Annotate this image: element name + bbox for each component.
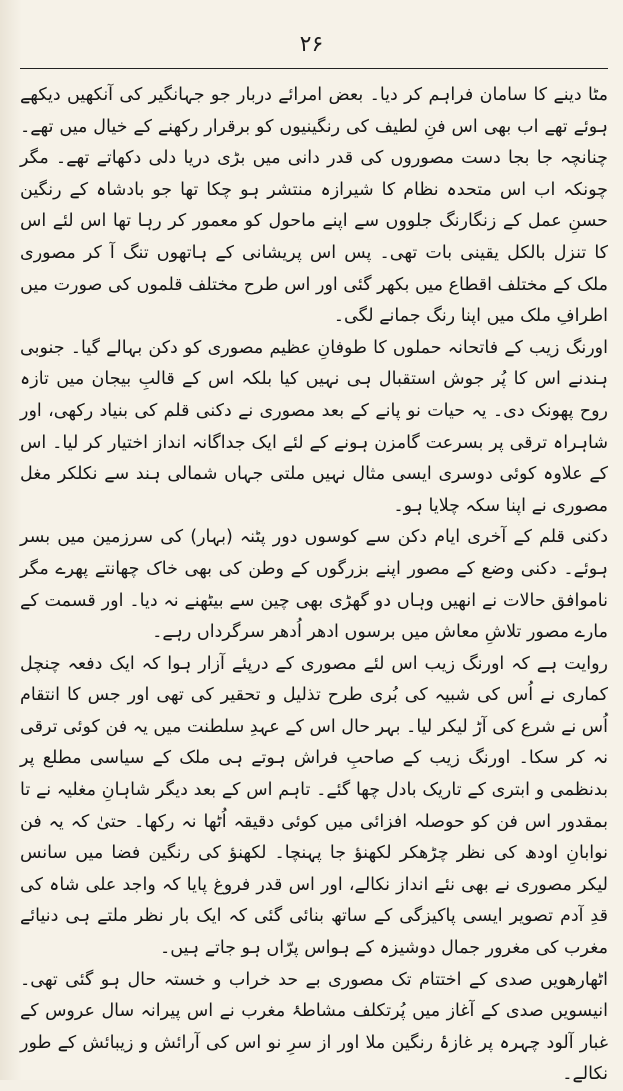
paragraph-2: اورنگ زیب کے فاتحانہ حملوں کا طوفانِ عظیم مصوری کو دکن بہالے گیا۔ جنوبی ہندنے اس کا پُر جوش استقبال ہی نہیں کیا بلکہ اس کے قالبِ بیجان میں تازہ روح پھونک دی۔ یہ حیات نو پانے کے بعد مصوری نے دکنی قلم کی بنیاد رکھی، اور شاہراہ ترقی پر بسرعت گامزن ہونے کے لئے ایک جداگانہ انداز اختیار کر لیا۔ اس کے علاوہ کوئی دوسری ایسی مثال نہیں ملتی جہاں شمالی ہند سے نکلکر مغل مصوری نے اپنا سکہ چلایا ہو۔ [20, 337, 608, 516]
paragraph-4: روایت ہے کہ اورنگ زیب اس لئے مصوری کے درپئے آزار ہوا کہ ایک دفعہ چنچل کماری نے اُس کی شبیہ کی بُری طرح تذلیل و تحقیر کی تھی اور جس کا انتقام اُس نے شرع کی آڑ لیکر لیا۔ بہر حال اس کے عہدِ سلطنت میں یہ فن کوئی ترقی نہ کر سکا۔ اورنگ زیب کے صاحبِ فراش ہوتے ہی ملک کے سیاسی مطلع پر بدنظمی و ابتری کے تاریک بادل چھا گئے۔ تاہم اس کے بعد دیگر شاہانِ مغلیہ نے تا بمقدور اس فن کو حوصلہ افزائی میں کوئی دقیقہ اُٹھا نہ رکھا۔ حتیٰ کہ یہ فن نوابانِ اودھ کی نظر چڑھکر لکھنؤ جا پہنچا۔ لکھنؤ کی رنگین فضا میں سانس لیکر مصوری نے بھی نئے انداز نکالے، اور اس قدر فروغ پایا کہ واجد علی شاہ کی قدِ آدم تصویر ایسی پاکیزگی کے ساتھ بنائی گئی کہ ایک بار نظر ملتے ہی دنیائے مغرب کی مغرور جمال دوشیزہ کے ہواس پرّاں ہو جاتے ہیں۔ [20, 653, 608, 959]
paragraph-1: مٹا دینے کا سامان فراہم کر دیا۔ بعض امرائے دربار جو جہانگیر کی آنکھیں دیکھے ہوئے تھے اب بھی اس فنِ لطیف کی رنگینیوں کو برقرار رکھنے کے خیال میں تھے۔ چنانچہ جا بجا دست مصوروں کی قدر دانی میں بڑی دریا دلی دکھاتے تھے۔ مگر چونکہ اب اس متحدہ نظام کا شیرازہ منتشر ہو چکا تھا جو بادشاہ کے رنگین حسنِ عمل کے زنگارنگ جلووں سے اپنے ماحول کو معمور کر رہا تھا اس لئے اس کا تنزل بالکل یقینی بات تھی۔ پس اس پریشانی کے ہاتھوں تنگ آ کر مصوری ملک کے مختلف اقطاع میں بکھر گئی اور اس طرح مختلف قلموں کی صورت میں اطرافِ ملک میں اپنا رنگ جمانے لگی۔ [20, 85, 608, 327]
header-rule [20, 68, 608, 69]
page-number: ۲۶ [299, 32, 324, 57]
page-body [20, 80, 608, 1091]
paragraph-5: اٹھارھویں صدی کے اختتام تک مصوری بے حد خراب و خستہ حال ہو گئی تھی۔ انیسویں صدی کے آغاز میں پُرتکلف مشاطۂ مغرب نے اس پیرانہ سال عروس کے غبار آلود چہرہ پر غازۂ رنگین ملا اور از سرِ نو اس کی آرائش و زیبائش کے طور نکالے۔ [20, 969, 608, 1085]
paragraph-3: دکنی قلم کے آخری ایام دکن سے کوسوں دور پٹنہ (بہار) کی سرزمین میں بسر ہوئے۔ دکنی وضع کے مصور اپنے بزرگوں کے وطن کی بھی خاک چھانتے پھرے مگر ناموافق حالات نے انھیں وہاں دو گھڑی بھی چین سے بیٹھنے نہ دیا۔ اور قسمت کے مارے مصور تلاشِ معاش میں برسوں ادھر اُدھر سرگرداں رہے۔ [20, 527, 608, 643]
